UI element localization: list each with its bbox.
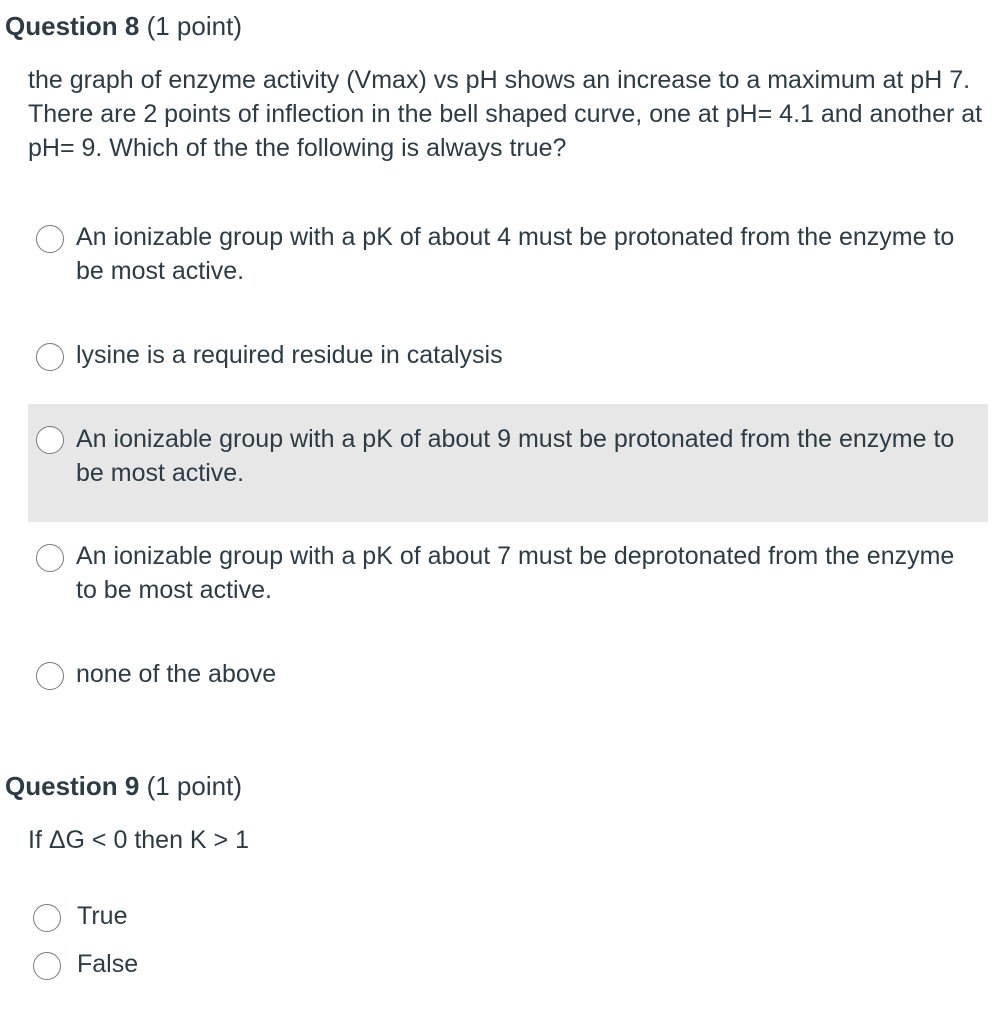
question-number: Question 9: [5, 771, 140, 801]
answer-label[interactable]: An ionizable group with a pK of about 4 must be protonated from the enzyme to be most active.: [76, 223, 955, 285]
answer-label[interactable]: False: [77, 950, 139, 978]
answer-label[interactable]: An ionizable group with a pK of about 9 must be protonated from the enzyme to be most active.: [76, 425, 955, 487]
answer-label[interactable]: True: [77, 902, 128, 930]
radio-button[interactable]: [36, 662, 64, 690]
answer-label[interactable]: An ionizable group with a pK of about 7 must be deprotonated from the enzyme to be most active.: [76, 542, 955, 604]
answer-option[interactable]: [28, 539, 988, 619]
answer-label[interactable]: lysine is a required residue in catalysis: [76, 341, 503, 369]
question-points: (1 point): [146, 11, 242, 41]
radio-button[interactable]: [36, 343, 64, 371]
answer-option[interactable]: [28, 338, 988, 378]
radio-button[interactable]: [36, 225, 64, 253]
question-8-header: [5, 10, 242, 42]
answer-option[interactable]: [25, 899, 985, 939]
question-9-header: [5, 770, 242, 802]
answer-option[interactable]: [28, 220, 988, 300]
question-9-prompt: If ΔG < 0 then K > 1: [28, 826, 249, 854]
radio-button[interactable]: [33, 952, 61, 980]
answer-label[interactable]: none of the above: [76, 660, 277, 688]
question-8-prompt: the graph of enzyme activity (Vmax) vs pH shows an increase to a maximum at pH 7. There are 2 points of inflection in the bell shaped curve, one at pH= 4.1 and another at pH= 9. Which of the the following is always true?: [28, 66, 983, 162]
radio-button[interactable]: [33, 904, 61, 932]
answer-option[interactable]: [25, 947, 985, 987]
radio-button[interactable]: [36, 544, 64, 572]
question-points: (1 point): [146, 771, 242, 801]
answer-option-hovered[interactable]: [28, 404, 988, 522]
radio-button[interactable]: [36, 426, 64, 454]
question-number: Question 8: [5, 11, 140, 41]
answer-option[interactable]: [28, 657, 988, 697]
